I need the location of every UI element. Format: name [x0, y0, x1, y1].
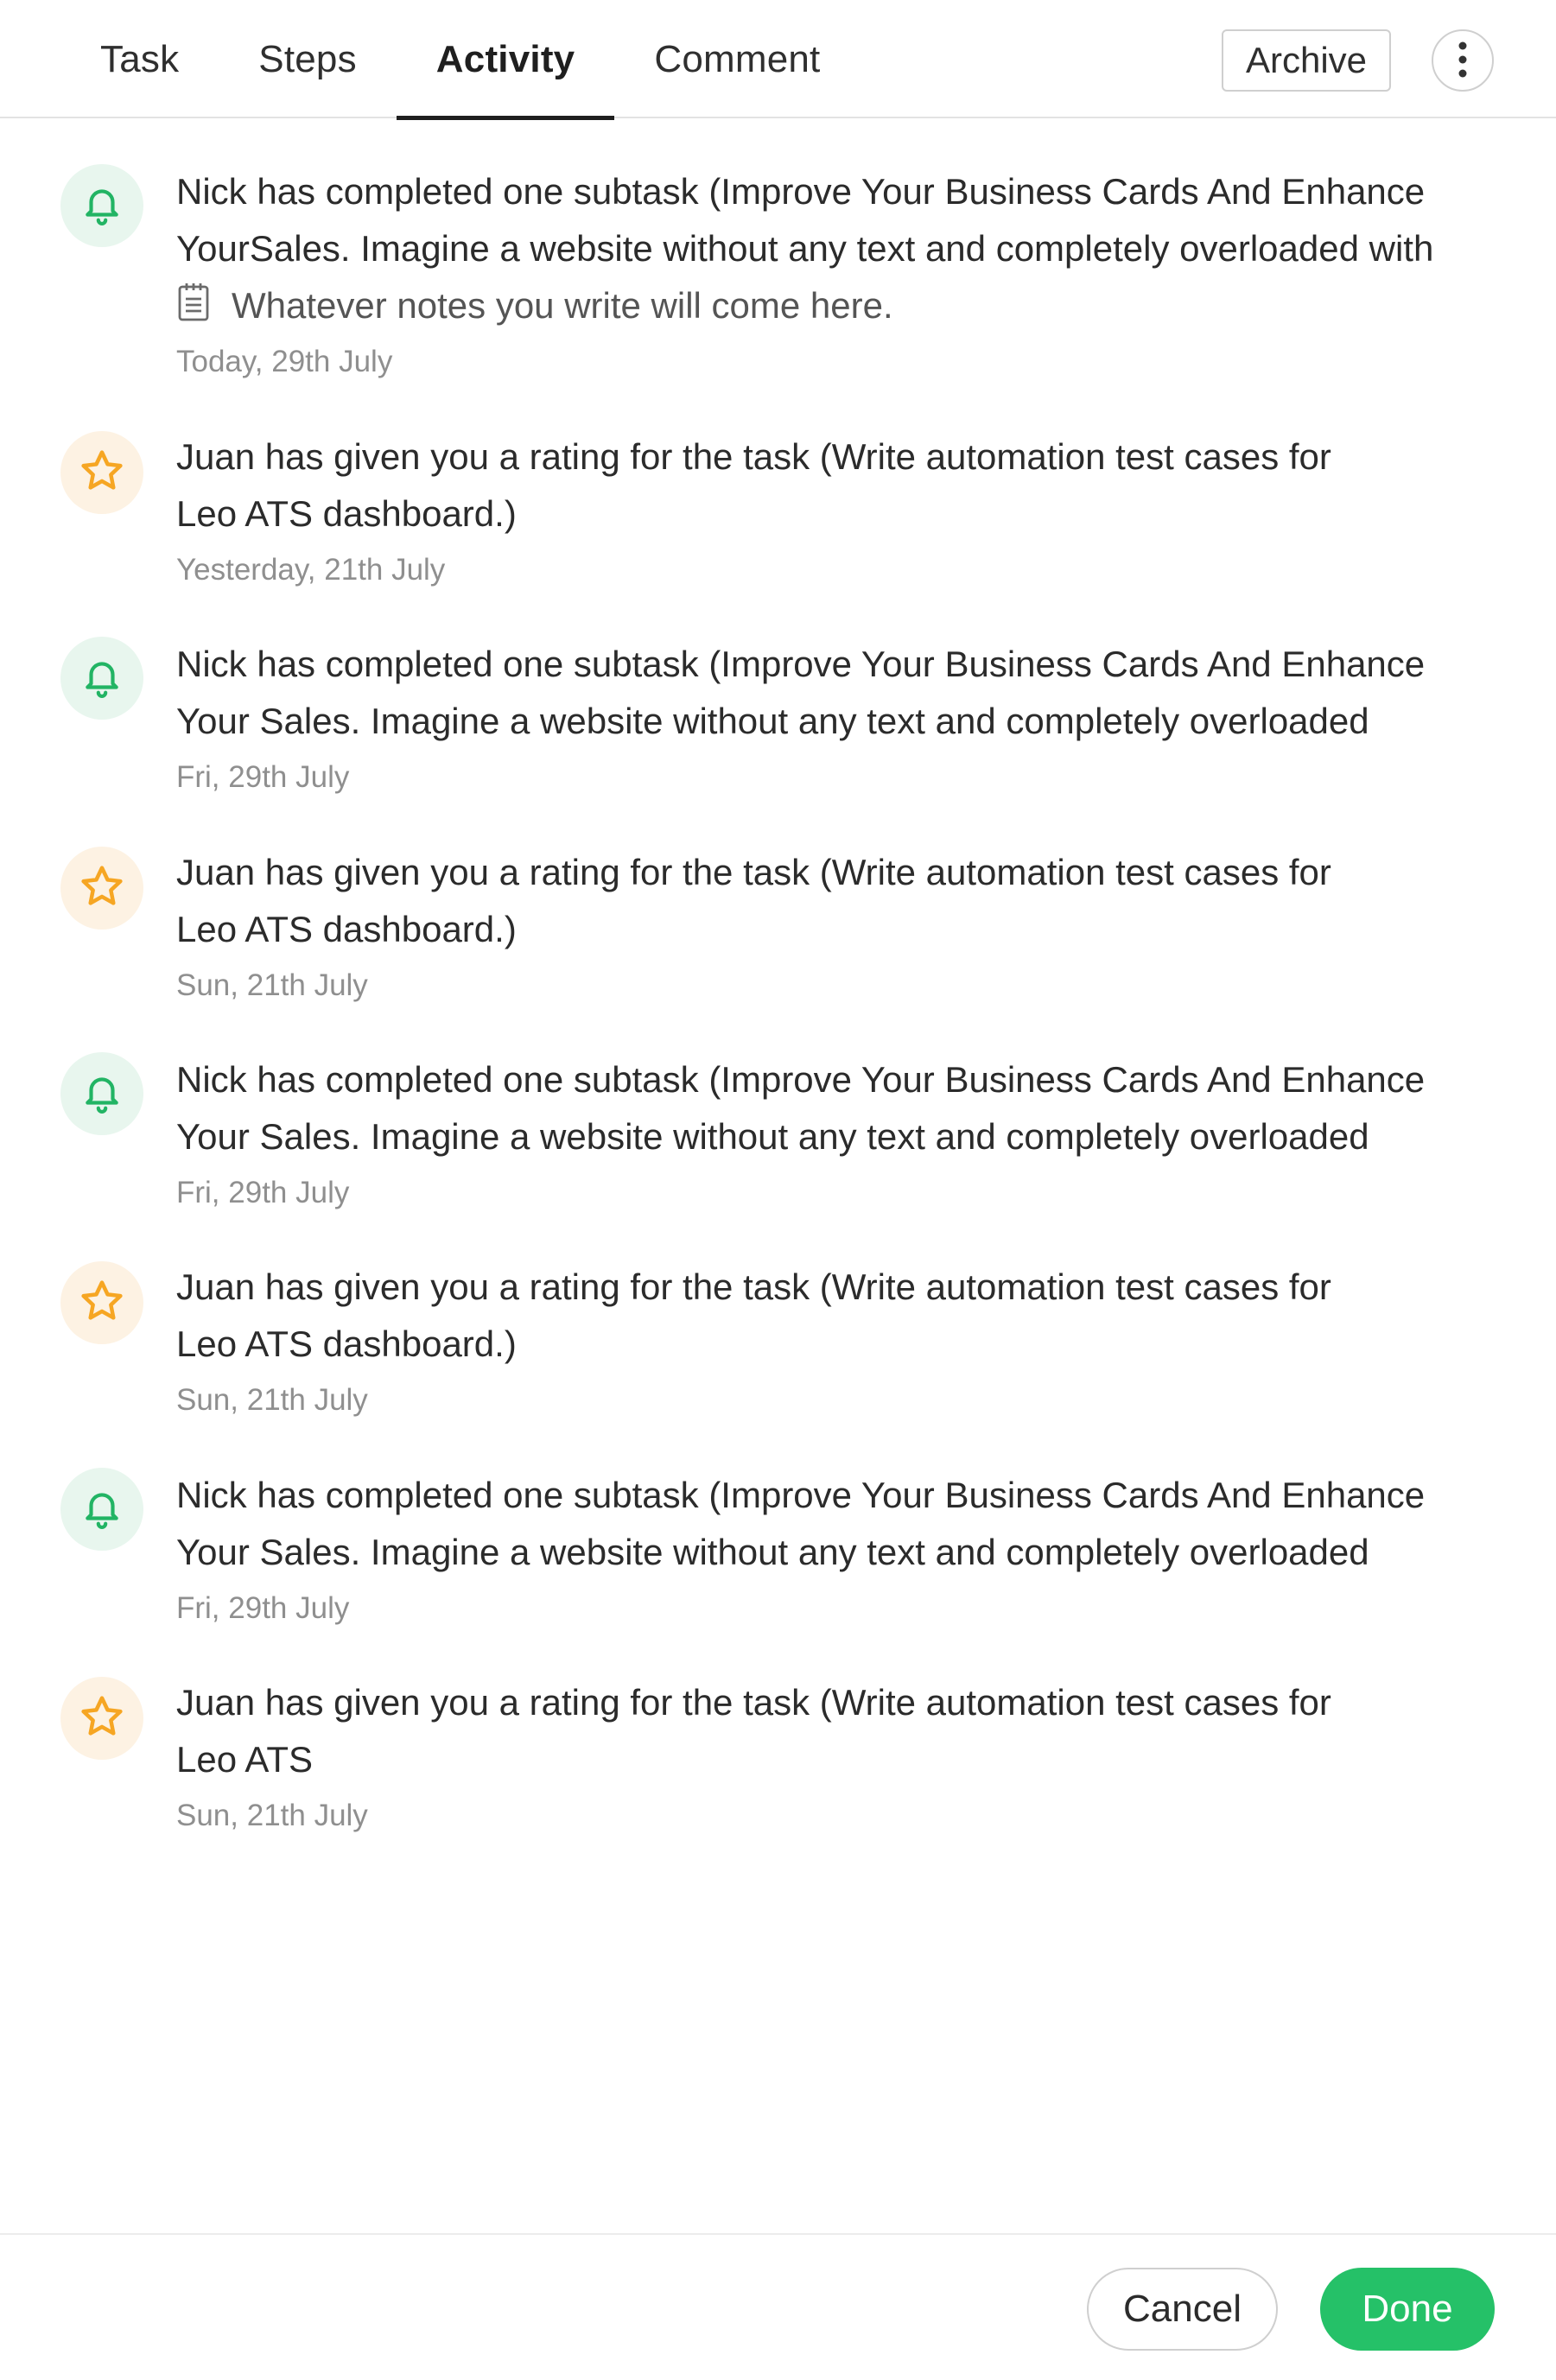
activity-message-line: Your Sales. Imagine a website without any text and completely overloaded	[176, 1532, 1369, 1572]
more-options-button[interactable]	[1432, 29, 1494, 92]
activity-message-line: Your Sales. Imagine a website without any text and completely overloaded	[176, 701, 1369, 741]
star-icon	[79, 1693, 125, 1744]
activity-message-line: Leo ATS dashboard.)	[176, 909, 517, 949]
bell-icon	[80, 182, 124, 230]
activity-message-line: Juan has given you a rating for the task (Write automation test cases for	[176, 852, 1331, 892]
activity-message	[176, 163, 1533, 277]
tabs	[60, 0, 860, 118]
activity-date: Today, 29th July	[176, 345, 393, 378]
activity-message	[176, 1259, 1533, 1373]
activity-avatar	[60, 431, 143, 514]
activity-date: Sun, 21th July	[176, 1799, 368, 1832]
activity-message-line: Nick has completed one subtask (Improve Your Business Cards And Enhance	[176, 644, 1426, 684]
activity-date: Yesterday, 21th July	[176, 553, 446, 587]
activity-message-line: Nick has completed one subtask (Improve Your Business Cards And Enhance	[176, 1059, 1426, 1100]
tab-task[interactable]: Task	[100, 37, 180, 80]
activity-avatar	[60, 164, 143, 247]
activity-message-line: Juan has given you a rating for the task (Write automation test cases for	[176, 436, 1331, 477]
bell-icon	[80, 655, 124, 702]
activity-message	[176, 428, 1533, 543]
tab-activity[interactable]: Activity	[397, 0, 615, 118]
activity-date: Sun, 21th July	[176, 968, 368, 1002]
footer-actions	[0, 2233, 1556, 2380]
activity-avatar	[60, 1677, 143, 1760]
activity-avatar	[60, 847, 143, 930]
star-icon	[79, 447, 125, 498]
star-icon	[79, 1278, 125, 1329]
tab-steps[interactable]: Steps	[258, 37, 357, 80]
tab-comment[interactable]: Comment	[654, 37, 821, 80]
activity-message-line: Nick has completed one subtask (Improve Your Business Cards And Enhance	[176, 1475, 1426, 1515]
tab-bar	[0, 0, 1556, 118]
activity-note	[176, 277, 893, 334]
cancel-button[interactable]: Cancel	[1087, 2268, 1278, 2351]
activity-avatar	[60, 1468, 143, 1551]
activity-message-line: Juan has given you a rating for the task (Write automation test cases for	[176, 1682, 1331, 1723]
activity-avatar	[60, 637, 143, 720]
activity-message-line: Your Sales. Imagine a website without any text and completely overloaded	[176, 1116, 1369, 1157]
done-button[interactable]: Done	[1320, 2268, 1495, 2351]
bell-icon	[80, 1486, 124, 1533]
activity-date: Fri, 29th July	[176, 1591, 350, 1625]
activity-date: Fri, 29th July	[176, 1176, 350, 1209]
notepad-icon	[176, 282, 211, 330]
activity-message-line: YourSales. Imagine a website without any text and completely overloaded with	[176, 228, 1434, 269]
activity-message	[176, 1467, 1533, 1581]
activity-avatar	[60, 1052, 143, 1135]
more-vertical-icon	[1458, 41, 1468, 81]
activity-message	[176, 844, 1533, 958]
activity-message-line: Leo ATS	[176, 1739, 313, 1780]
activity-message	[176, 636, 1533, 750]
activity-message	[176, 1674, 1533, 1788]
star-icon	[79, 863, 125, 914]
activity-message-line: Leo ATS dashboard.)	[176, 1323, 517, 1364]
activity-message-line: Leo ATS dashboard.)	[176, 493, 517, 534]
note-text: Whatever notes you write will come here.	[232, 285, 893, 326]
activity-date: Fri, 29th July	[176, 760, 350, 794]
activity-date: Sun, 21th July	[176, 1383, 368, 1417]
activity-avatar	[60, 1261, 143, 1344]
archive-button[interactable]: Archive	[1222, 29, 1391, 92]
activity-message	[176, 1051, 1533, 1165]
activity-message-line: Juan has given you a rating for the task (Write automation test cases for	[176, 1266, 1331, 1307]
bell-icon	[80, 1070, 124, 1118]
activity-message-line: Nick has completed one subtask (Improve Your Business Cards And Enhance	[176, 171, 1426, 212]
